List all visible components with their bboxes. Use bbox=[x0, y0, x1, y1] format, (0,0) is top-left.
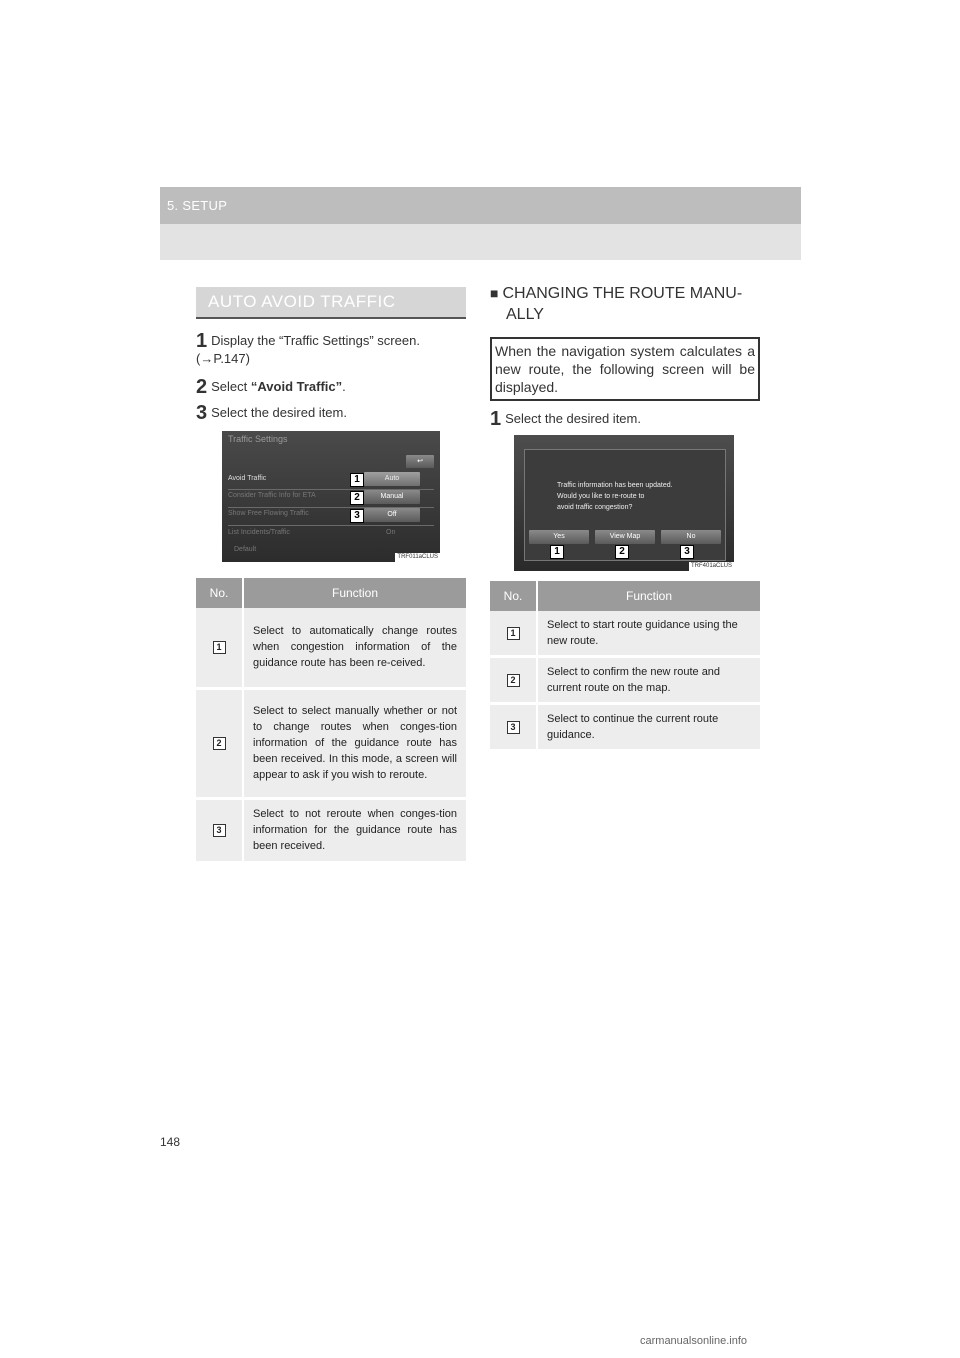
message-line: avoid traffic congestion? bbox=[557, 504, 633, 511]
column-header-no: No. bbox=[490, 581, 537, 611]
column-header-function: Function bbox=[537, 581, 760, 611]
step-text: Select bbox=[211, 379, 251, 394]
step-3 bbox=[196, 404, 468, 422]
row-number bbox=[490, 704, 537, 751]
row-number bbox=[490, 611, 537, 657]
message-line: Would you like to re-route to bbox=[557, 493, 645, 500]
table-header-row bbox=[490, 581, 760, 611]
heading-line-2: ALLY bbox=[506, 306, 544, 323]
step-text: Select the desired item. bbox=[211, 405, 347, 420]
row-function: Select to not reroute when conges-tion information for the guidance route has been received. bbox=[243, 798, 466, 862]
table-row bbox=[490, 657, 760, 704]
callout-3: 3 bbox=[680, 545, 694, 559]
divider bbox=[228, 525, 434, 526]
row-function: Select to continue the current route guidance. bbox=[537, 704, 760, 751]
callout-1: 1 bbox=[350, 473, 364, 487]
row-number bbox=[196, 798, 243, 862]
section-title-auto-avoid-traffic bbox=[196, 287, 466, 319]
row-function: Select to automatically change routes when congestion information of the guidance route has been re-ceived. bbox=[243, 608, 466, 688]
table-header-row bbox=[196, 578, 466, 608]
row-function: Select to start route guidance using the new route. bbox=[537, 611, 760, 657]
callout-2: 2 bbox=[615, 545, 629, 559]
message-line: Traffic information has been updated. bbox=[557, 482, 673, 489]
section-label: 5. SETUP bbox=[167, 198, 228, 213]
row-default: Default bbox=[234, 546, 257, 553]
view-map-button[interactable]: View Map bbox=[595, 530, 655, 544]
row-number bbox=[490, 657, 537, 704]
row-list-incidents: List Incidents/Traffic bbox=[228, 529, 290, 536]
row-function: Select to select manually whether or not to change routes when conges-tion information of the guidance route has been received. In this mode, a screen will appear to ask if you wish to reroute. bbox=[243, 688, 466, 798]
column-header-function: Function bbox=[243, 578, 466, 608]
column-header-no: No. bbox=[196, 578, 243, 608]
number-box: 3 bbox=[213, 824, 226, 837]
step-number: 2 bbox=[196, 376, 208, 398]
subsection-heading bbox=[490, 283, 770, 325]
step-number: 3 bbox=[196, 402, 208, 424]
number-box: 2 bbox=[213, 737, 226, 750]
table-row bbox=[196, 688, 466, 798]
dialog-message bbox=[557, 480, 673, 513]
auto-button[interactable]: Auto bbox=[364, 472, 420, 486]
off-button[interactable]: Off bbox=[364, 508, 420, 522]
callout-2: 2 bbox=[350, 491, 364, 505]
back-arrow-icon[interactable]: ↩ bbox=[406, 455, 434, 468]
row-show-free-flow: Show Free Flowing Traffic bbox=[228, 510, 309, 517]
note-box: When the navigation system calculates a new route, the following screen will be displayed. bbox=[490, 337, 760, 401]
figure-code: TRF401aCLUS bbox=[690, 563, 732, 569]
table-row bbox=[196, 608, 466, 688]
yes-button[interactable]: Yes bbox=[529, 530, 589, 544]
square-bullet-icon: ■ bbox=[490, 285, 499, 301]
row-list-incidents-value: On bbox=[386, 529, 396, 536]
manual-button[interactable]: Manual bbox=[364, 490, 420, 504]
table-row bbox=[490, 611, 760, 657]
table-row bbox=[196, 798, 466, 862]
number-box: 1 bbox=[213, 641, 226, 654]
row-number bbox=[196, 608, 243, 688]
row-avoid-traffic: Avoid Traffic bbox=[228, 475, 267, 482]
step-1-right bbox=[490, 410, 760, 428]
section-title-text: AUTO AVOID TRAFFIC bbox=[208, 292, 396, 311]
row-function: Select to confirm the new route and current route on the map. bbox=[537, 657, 760, 704]
function-table-left bbox=[196, 578, 466, 864]
callout-3: 3 bbox=[350, 509, 364, 523]
no-button[interactable]: No bbox=[661, 530, 721, 544]
header-bar bbox=[160, 187, 801, 224]
footer-watermark: carmanualsonline.info bbox=[640, 1335, 748, 1347]
heading-line-1: CHANGING THE ROUTE MANU- bbox=[502, 285, 743, 302]
number-box: 3 bbox=[507, 721, 520, 734]
traffic-settings-screenshot bbox=[222, 431, 440, 562]
table-row bbox=[490, 704, 760, 751]
step-text: Select the desired item. bbox=[505, 411, 641, 426]
step-2 bbox=[196, 378, 468, 396]
step-1 bbox=[196, 332, 468, 368]
number-box: 1 bbox=[507, 627, 520, 640]
number-box: 2 bbox=[507, 674, 520, 687]
callout-1: 1 bbox=[550, 545, 564, 559]
row-consider-traffic: Consider Traffic Info for ETA bbox=[228, 492, 316, 499]
figure-code: TRF011aCLUS bbox=[397, 554, 438, 560]
step-text-end: . bbox=[342, 379, 346, 394]
step-number: 1 bbox=[196, 330, 208, 352]
step-number: 1 bbox=[490, 408, 502, 430]
header-band bbox=[160, 187, 801, 260]
function-table-right bbox=[490, 581, 760, 752]
screen-title: Traffic Settings bbox=[228, 434, 288, 444]
step-text: Display the “Traffic Settings” screen. (→P.147) bbox=[196, 333, 420, 366]
reroute-dialog-screenshot bbox=[514, 435, 734, 571]
step-emphasis: “Avoid Traffic” bbox=[250, 379, 343, 394]
page-number: 148 bbox=[160, 1135, 181, 1149]
row-number bbox=[196, 688, 243, 798]
